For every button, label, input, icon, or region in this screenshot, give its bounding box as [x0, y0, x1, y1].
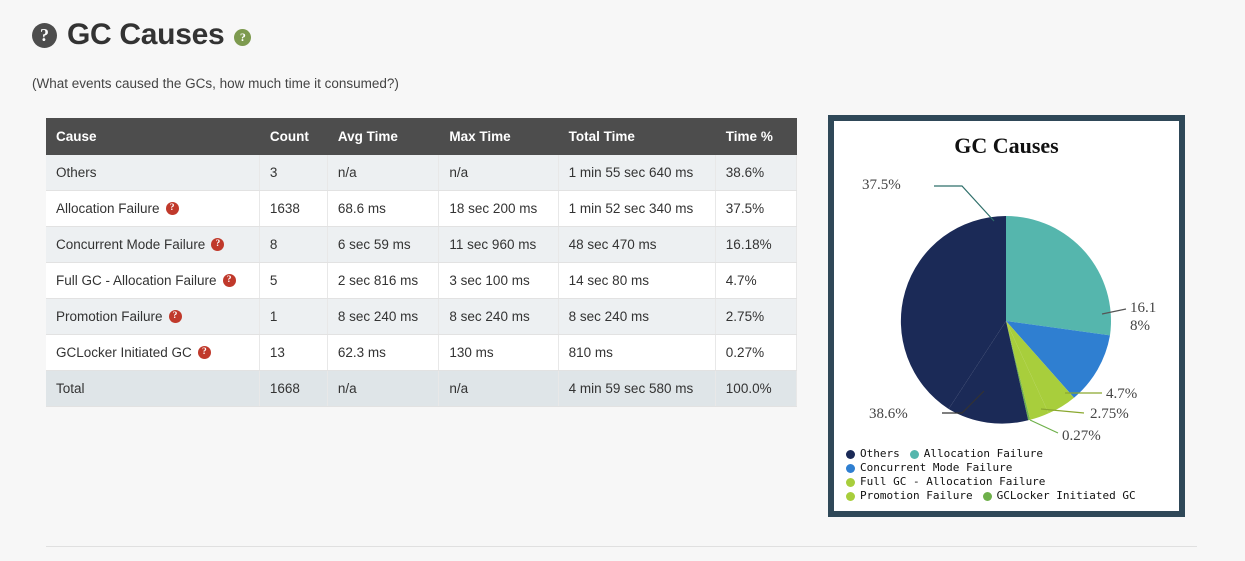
- cell-time-pct: 16.18%: [715, 227, 796, 263]
- cell-total-time: 8 sec 240 ms: [558, 299, 715, 335]
- legend-swatch-icon: [983, 492, 992, 501]
- cell-avg-time: 62.3 ms: [327, 335, 439, 371]
- gc-causes-chart-panel: [828, 115, 1185, 517]
- cell-time-pct: 100.0%: [715, 371, 796, 407]
- chart-legend: [846, 447, 1171, 503]
- cell-total-time: 14 sec 80 ms: [558, 263, 715, 299]
- page-title: GC Causes: [67, 18, 225, 51]
- legend-item-full-gc-allocation-failure[interactable]: [846, 475, 1045, 489]
- cell-count: 5: [259, 263, 327, 299]
- legend-row: [846, 447, 1171, 461]
- callout-0-27: 0.27%: [1062, 428, 1101, 444]
- cell-cause: [46, 335, 259, 371]
- column-header-max-time[interactable]: Max Time: [439, 118, 558, 155]
- column-header-count[interactable]: Count: [259, 118, 327, 155]
- question-mark-icon[interactable]: ?: [211, 238, 224, 251]
- cell-count: 1668: [259, 371, 327, 407]
- page-subtitle: (What events caused the GCs, how much time it consumed?): [32, 76, 399, 91]
- table-row: [46, 299, 797, 335]
- table-row-total: [46, 371, 797, 407]
- cell-max-time: 8 sec 240 ms: [439, 299, 558, 335]
- column-header-total-time[interactable]: Total Time: [558, 118, 715, 155]
- cell-time-pct: 2.75%: [715, 299, 796, 335]
- callout-16-1: 16.1: [1130, 300, 1157, 316]
- callout-38-6: 38.6%: [869, 406, 908, 422]
- gc-causes-table: [46, 118, 797, 407]
- table-row: [46, 335, 797, 371]
- cause-label: Total: [56, 381, 85, 396]
- table-body: [46, 155, 797, 407]
- cause-label: Full GC - Allocation Failure: [56, 273, 217, 288]
- question-mark-icon[interactable]: ?: [198, 346, 211, 359]
- cause-label: Concurrent Mode Failure: [56, 237, 206, 252]
- cause-label: Allocation Failure: [56, 201, 160, 216]
- leader-line-37-5: [934, 186, 994, 221]
- legend-item-others[interactable]: [846, 447, 900, 461]
- table-row: [46, 191, 797, 227]
- question-mark-icon[interactable]: ?: [32, 23, 57, 48]
- question-mark-icon[interactable]: ?: [223, 274, 236, 287]
- cell-max-time: 3 sec 100 ms: [439, 263, 558, 299]
- chart-canvas: [834, 121, 1179, 511]
- cell-count: 13: [259, 335, 327, 371]
- cell-time-pct: 0.27%: [715, 335, 796, 371]
- cell-count: 3: [259, 155, 327, 191]
- cell-count: 1: [259, 299, 327, 335]
- cell-max-time: 130 ms: [439, 335, 558, 371]
- cell-time-pct: 37.5%: [715, 191, 796, 227]
- legend-swatch-icon: [910, 450, 919, 459]
- gc-causes-table-wrapper: [46, 118, 797, 407]
- cell-total-time: 810 ms: [558, 335, 715, 371]
- legend-label: Concurrent Mode Failure: [860, 461, 1013, 474]
- cell-total-time: 48 sec 470 ms: [558, 227, 715, 263]
- cell-max-time: n/a: [439, 371, 558, 407]
- legend-label: Promotion Failure: [860, 489, 973, 502]
- column-header-time-pct[interactable]: Time %: [715, 118, 796, 155]
- cell-avg-time: n/a: [327, 371, 439, 407]
- cell-cause: [46, 299, 259, 335]
- question-mark-icon[interactable]: ?: [166, 202, 179, 215]
- column-header-avg-time[interactable]: Avg Time: [327, 118, 439, 155]
- legend-label: Allocation Failure: [923, 447, 1043, 460]
- legend-item-concurrent-mode-failure[interactable]: [846, 461, 1012, 475]
- legend-label: Full GC - Allocation Failure: [860, 475, 1046, 488]
- cell-avg-time: 68.6 ms: [327, 191, 439, 227]
- legend-row: [846, 489, 1171, 503]
- legend-label: Others: [860, 447, 900, 460]
- cell-count: 1638: [259, 191, 327, 227]
- cause-label: Promotion Failure: [56, 309, 163, 324]
- callout-2-75: 2.75%: [1090, 406, 1129, 422]
- cell-time-pct: 38.6%: [715, 155, 796, 191]
- table-header-row: [46, 118, 797, 155]
- cell-total-time: 1 min 52 sec 340 ms: [558, 191, 715, 227]
- cell-cause: [46, 371, 259, 407]
- legend-swatch-icon: [846, 492, 855, 501]
- table-row: [46, 155, 797, 191]
- legend-swatch-icon: [846, 464, 855, 473]
- cell-max-time: 18 sec 200 ms: [439, 191, 558, 227]
- chart-title: GC Causes: [954, 133, 1059, 158]
- column-header-cause[interactable]: Cause: [46, 118, 259, 155]
- cell-avg-time: 2 sec 816 ms: [327, 263, 439, 299]
- leader-line-0-27: [1030, 420, 1058, 433]
- cell-avg-time: 8 sec 240 ms: [327, 299, 439, 335]
- cell-total-time: 1 min 55 sec 640 ms: [558, 155, 715, 191]
- legend-swatch-icon: [846, 478, 855, 487]
- page-header: [32, 18, 251, 52]
- legend-label: GCLocker Initiated GC: [996, 489, 1136, 502]
- legend-row: [846, 461, 1171, 475]
- cell-cause: [46, 155, 259, 191]
- legend-item-promotion-failure[interactable]: [846, 489, 973, 503]
- cell-cause: [46, 227, 259, 263]
- cell-total-time: 4 min 59 sec 580 ms: [558, 371, 715, 407]
- section-divider: [46, 546, 1197, 547]
- cause-label: GCLocker Initiated GC: [56, 345, 192, 360]
- legend-swatch-icon: [846, 450, 855, 459]
- cell-cause: [46, 263, 259, 299]
- legend-row: [846, 475, 1171, 489]
- question-mark-icon-small[interactable]: ?: [234, 29, 251, 46]
- question-mark-icon[interactable]: ?: [169, 310, 182, 323]
- cell-avg-time: n/a: [327, 155, 439, 191]
- table-row: [46, 227, 797, 263]
- cell-time-pct: 4.7%: [715, 263, 796, 299]
- cell-max-time: 11 sec 960 ms: [439, 227, 558, 263]
- cell-avg-time: 6 sec 59 ms: [327, 227, 439, 263]
- cause-label: Others: [56, 165, 97, 180]
- callout-8: 8%: [1130, 318, 1150, 334]
- table-header: [46, 118, 797, 155]
- legend-item-allocation-failure[interactable]: [910, 447, 1043, 461]
- cell-max-time: n/a: [439, 155, 558, 191]
- table-row: [46, 263, 797, 299]
- callout-37-5: 37.5%: [862, 177, 901, 193]
- legend-item-gclocker-initiated-gc[interactable]: [983, 489, 1136, 503]
- cell-count: 8: [259, 227, 327, 263]
- pie-slice-allocation-failure[interactable]: [1006, 216, 1111, 335]
- callout-4-7: 4.7%: [1106, 386, 1138, 402]
- cell-cause: [46, 191, 259, 227]
